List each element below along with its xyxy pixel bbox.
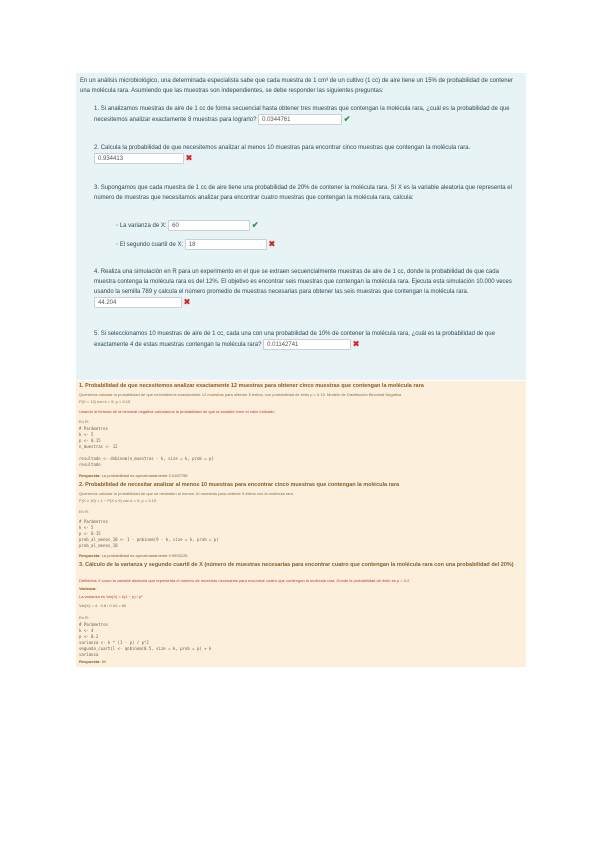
question-number: 3. <box>94 185 100 191</box>
solution-3-subheading: Varianza: <box>79 586 97 591</box>
question-3a <box>116 220 259 231</box>
solution-1-title: 1. Probabilidad de que necesitemos analizar exactamente 12 muestras para obtener cinco muestras que contengan la molécula rara <box>79 383 424 389</box>
result-label: Respuesta: <box>79 659 101 664</box>
correct-check-icon: ✔ <box>343 114 351 124</box>
question-4 <box>94 267 520 308</box>
solution-2-description: Queremos calcular la probabilidad de que se necesiten al menos 10 muestras para obtener 5 éxitos con la molécula rara. <box>79 491 295 496</box>
solution-2-result <box>79 553 188 559</box>
answer-input-2[interactable]: 0.934413 <box>94 153 184 164</box>
question-5 <box>94 329 520 350</box>
question-number: 2. <box>94 145 100 151</box>
subquestion-label: El segundo cuartil de X: <box>119 242 184 249</box>
solution-1-code-label: En R: <box>79 419 90 424</box>
question-text: Si analizamos muestras de aire de 1 cc de forma secuencial hasta obtener tres muestras que contengan la molécula rara, ¿cuál es la probabilidad de que necesitemos analizar exactamente 8 muestras para lograrlo? <box>94 106 510 124</box>
question-text: Supongamos que cada muestra de 1 cc de aire tiene una probabilidad de 20% de contener la molécula rara. Sí X es la variable aleatoria que representa el número de muestras que necesitamos analizar para encontrar cuatro muestras que contengan la molécula rara, calcula: <box>94 185 512 201</box>
result-text: La probabilidad es aproximadamente 0.0187755 <box>101 473 188 478</box>
solution-1-note: Usando la fórmula de la binomial negativa calculamos la probabilidad de que la variable tome el valor indicado <box>79 409 275 414</box>
result-label: Respuesta: <box>79 553 101 558</box>
subquestion-label: La varianza de X: <box>119 223 167 230</box>
question-1 <box>94 104 520 125</box>
question-2 <box>94 143 520 164</box>
answer-input-3a[interactable]: 60 <box>168 220 250 231</box>
incorrect-cross-icon: ✖ <box>268 239 276 249</box>
answer-input-1[interactable]: 0.0344761 <box>258 114 342 125</box>
answer-input-5[interactable]: 0.01142741 <box>263 339 351 350</box>
incorrect-cross-icon: ✖ <box>352 339 360 349</box>
solution-3-params: Var(X) = 4 · 0.8 / 0.04 = 80 <box>79 603 127 608</box>
solution-2-title: 2. Probabilidad de necesitar analizar al menos 10 muestras para encontrar cinco muestras que contengan la molécula rara <box>79 482 400 488</box>
solution-3-formula: La varianza es Var(X) = k(1 − p) / p² <box>79 594 143 599</box>
question-number: 1. <box>94 106 100 112</box>
question-text: Realiza una simulación en R para un experimento en el que se extraen secuencialmente muestras de aire de 1 cc, donde la probabilidad de que cada muestra contenga la molécula rara es del 12%. El objetivo es encontrar seis muestras que contengan la molécula rara. Ejecuta esta simulación 10.000 veces usando la semilla 789 y calcula el número promedio de muestras necesarias para obtener las seis muestras que contengan la molécula rara. <box>94 269 512 295</box>
solution-3-title: 3. Cálculo de la varianza y segundo cuartil de X (número de muestras necesarias para encontrar cuatro que contengan la molécula rara con una probabilidad del 20%) <box>79 562 514 568</box>
quiz-panel <box>76 73 526 380</box>
solution-1-code: # Parámetros k <- 5 p <- 0.15 n_muestras <- 12 resultado <- dnbinom(n_muestras - k, size = k, prob = p) resultado <box>79 426 214 467</box>
solution-1-description: Queremos calcular la probabilidad de que necesitemos exactamente 12 muestras para obtener 5 éxitos, con probabilidad de éxito p = 0.15. Modelo de Distribución Binomial Negativa <box>79 392 402 397</box>
incorrect-cross-icon: ✖ <box>185 153 193 163</box>
quiz-intro: En un análisis microbiológico, una determinada especialista sabe que cada muestra de 1 cm³ de un cultivo (1 cc) de aire tiene un 15% de probabilidad de contener una molécula rara. Asumiendo que las muestras son independientes, se debe responder las siguientes preguntas: <box>80 78 513 94</box>
solution-3-code: # Parámetros k <- 4 p <- 0.2 varianza <- k * (1 - p) / p^2 segundo_cuartil <- qnbinom(0.5, size = k, prob = p) + k varianza <box>79 622 212 657</box>
solution-3-description: Definimos X como la variable aleatoria que representa el número de muestras necesarias para encontrar cuatro que contengan la molécula rara. Donde la probabilidad de éxito es p = 0.2 <box>79 578 410 583</box>
bullet: ◦ <box>116 223 120 230</box>
solution-2-params: P(X ≥ 10) = 1 − P(X ≤ 9) con k = 5, p = 0.15 <box>79 498 157 503</box>
question-text: Si seleccionamos 10 muestras de aire de 1 cc, cada una con una probabilidad de 10% de contener la molécula rara, ¿cuál es la probabilidad de que exactamente 4 de estas muestras contengan la molécula rara? <box>94 331 495 349</box>
question-3b <box>116 239 275 250</box>
result-label: Respuesta: <box>79 473 101 478</box>
solution-1-params: P(X = 12) con k = 5, p = 0.15 <box>79 399 131 404</box>
answer-input-4[interactable]: 44.204 <box>94 297 182 308</box>
solution-1-result <box>79 473 188 479</box>
result-text: La probabilidad es aproximadamente 0.9933125 <box>101 553 188 558</box>
answer-input-3b[interactable]: 18 <box>185 239 267 250</box>
solution-2-code: # Parámetros k <- 5 p <- 0.15 prob_al_menos_10 <- 1 - pnbinom(9 - k, size = k, prob = p) prob_al_menos_10 <box>79 519 219 548</box>
question-3 <box>94 183 520 203</box>
solution-2-code-label: En R: <box>79 509 90 514</box>
bullet: ◦ <box>116 242 120 249</box>
result-text: 80 <box>101 659 107 664</box>
question-number: 5. <box>94 331 100 337</box>
solution-3-code-label: En R: <box>79 615 90 620</box>
incorrect-cross-icon: ✖ <box>183 297 191 307</box>
solution-panel <box>76 381 526 667</box>
question-text: Calcula la probabilidad de que necesitemos analizar al menos 10 muestras para encontrar cinco muestras que contengan la molécula rara. <box>100 145 471 151</box>
solution-3-result <box>79 659 106 665</box>
correct-check-icon: ✔ <box>251 220 259 230</box>
question-number: 4. <box>94 269 100 275</box>
